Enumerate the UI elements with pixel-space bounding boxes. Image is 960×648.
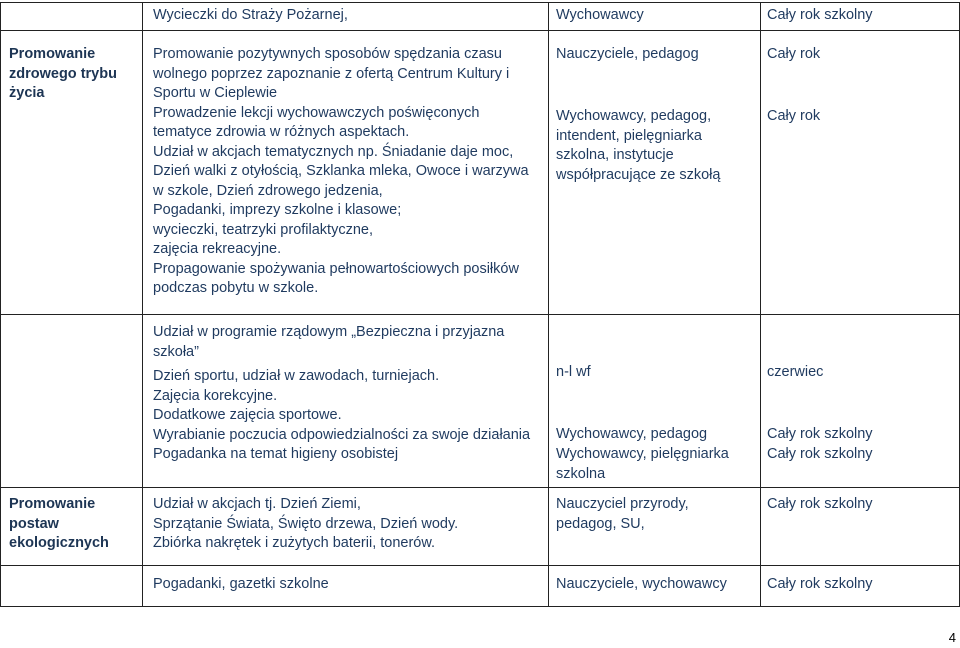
page-number: 4	[948, 630, 956, 645]
area-title-healthy-lifestyle: Promowanie zdrowego trybu życia	[9, 46, 117, 101]
row-divider	[0, 487, 960, 488]
table-top-border	[0, 2, 960, 3]
term-cell: Cały rok	[767, 46, 821, 62]
responsible-cell: Wychowawcy, pedagog, intendent, pielęgniarka szkolna, instytucje współpracujące ze szkołą	[556, 108, 721, 183]
responsible-cell: Nauczyciele, wychowawcy	[556, 576, 727, 592]
term-cell: Cały rok szkolny	[767, 496, 873, 512]
responsible-cell: Wychowawcy	[556, 7, 644, 23]
responsible-cell: Nauczyciel przyrody, pedagog, SU,	[556, 496, 689, 532]
activity-cell: Wycieczki do Straży Pożarnej,	[153, 7, 348, 23]
column-divider	[760, 2, 761, 607]
term-cell: czerwiec	[767, 364, 824, 380]
responsible-cell: n-l wf	[556, 364, 591, 380]
area-title-ecological: Promowanie postaw ekologicznych	[9, 496, 109, 551]
activity-cell: Pogadanki, gazetki szkolne	[153, 576, 329, 592]
term-cell: Cały rok szkolny	[767, 426, 873, 442]
activity-cell: Udział w akcjach tj. Dzień Ziemi, Sprzątanie Świata, Święto drzewa, Dzień wody. Zbiórka nakrętek i zużytych baterii, tonerów.	[153, 496, 459, 551]
activity-cell: Udział w programie rządowym „Bezpieczna i przyjazna szkoła” Dzień sportu, udział w zawodach, turniejach. Zajęcia korekcyjne. Dodatkowe zajęcia sportowe. Wyrabianie poczucia odpowiedzialności za swoje działania Pogadanka na temat higieny osobistej	[153, 324, 531, 462]
row-divider	[0, 30, 960, 31]
column-divider	[548, 2, 549, 607]
row-divider	[0, 565, 960, 566]
term-cell: Cały rok szkolny	[767, 7, 873, 23]
responsible-cell: Wychowawcy, pedagog	[556, 426, 708, 442]
term-cell: Cały rok szkolny	[767, 576, 873, 592]
responsible-cell: Nauczyciele, pedagog	[556, 46, 699, 62]
table-bottom-border	[0, 606, 960, 607]
term-cell: Cały rok	[767, 108, 821, 124]
column-divider	[142, 2, 143, 607]
activity-cell: Promowanie pozytywnych sposobów spędzania czasu wolnego poprzez zapoznanie z ofertą Centrum Kultury i Sportu w Cieplewie Prowadzenie lekcji wychowawczych poświęconych tematyce zdrowia w różnych aspektach. Udział w akcjach tematycznych np. Śniadanie daje moc, Dzień walki z otyłością, Szklanka mleka, Owoce i warzywa w szkole, Dzień zdrowego jedzenia, Pogadanki, imprezy szkolne i klasowe; wycieczki, teatrzyki profilaktyczne, zajęcia rekreacyjne. Propagowanie spożywania pełnowartościowych posiłków podczas pobytu w szkole.	[153, 46, 529, 296]
term-cell: Cały rok szkolny	[767, 446, 873, 462]
row-divider	[0, 314, 960, 315]
column-divider	[0, 2, 1, 607]
responsible-cell: Wychowawcy, pielęgniarka szkolna	[556, 446, 729, 482]
